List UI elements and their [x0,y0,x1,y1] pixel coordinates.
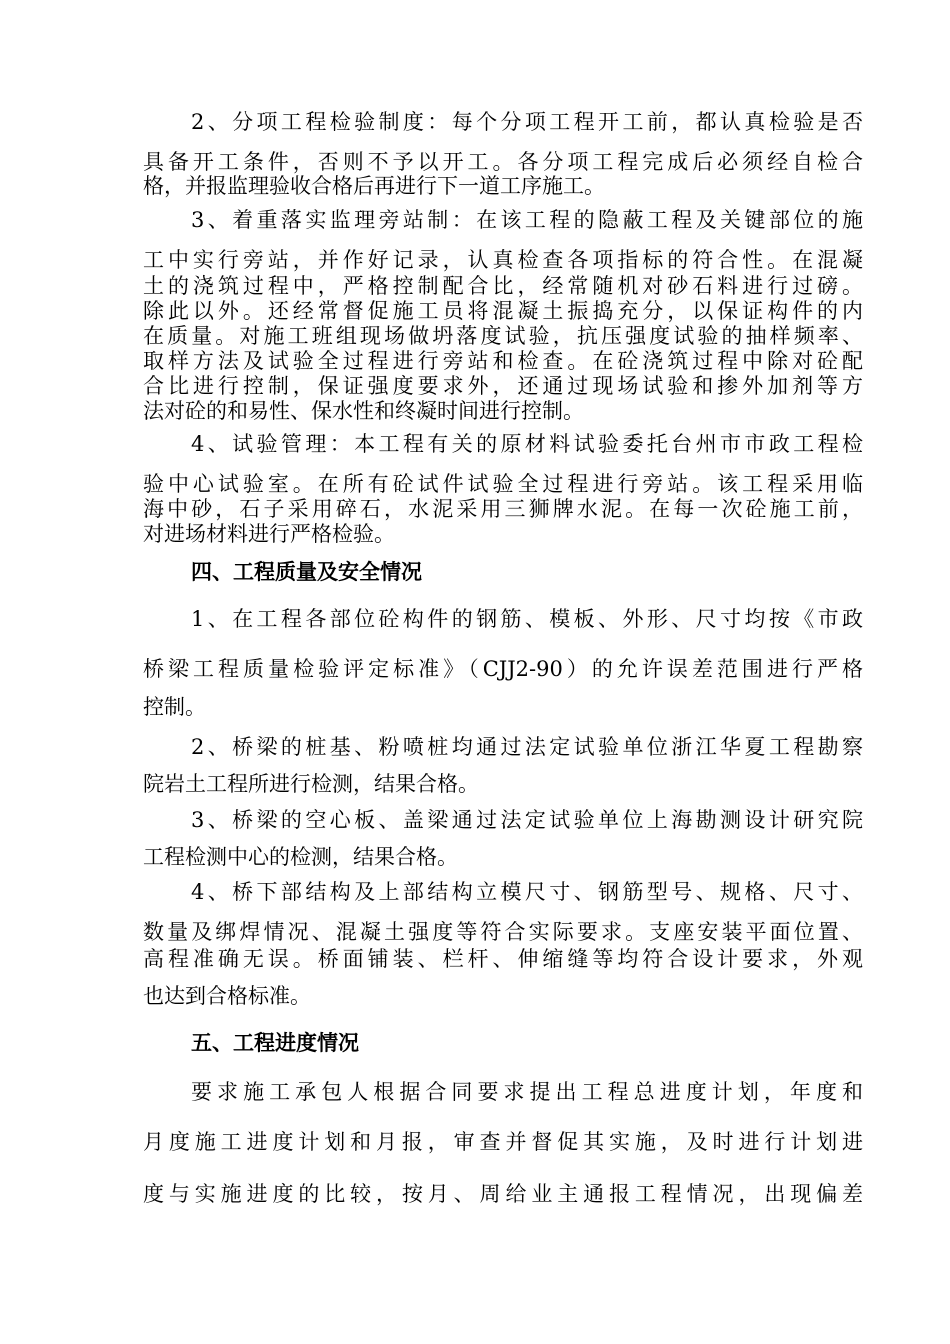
paragraph-line: 格，并报监理验收合格后再进行下一道工序施工。 [143,174,605,198]
section-heading: 四、工程质量及安全情况 [191,560,422,584]
paragraph-line: 度与实施进度的比较，按月、周给业主通报工程情况，出现偏差 [143,1182,863,1206]
paragraph-line: 工中实行旁站，并作好记录，认真检查各项指标的符合性。在混凝 [143,248,863,272]
paragraph-line: 3、桥梁的空心板、盖梁通过法定试验单位上海勘测设计研究院 [191,808,863,832]
paragraph-line: 合比进行控制，保证强度要求外，还通过现场试验和掺外加剂等方 [143,374,863,398]
paragraph-line: 4、试验管理：本工程有关的原材料试验委托台州市市政工程检 [191,432,863,456]
paragraph-line: 2、分项工程检验制度：每个分项工程开工前，都认真检验是否 [191,110,863,134]
paragraph-line: 具备开工条件，否则不予以开工。各分项工程完成后必须经自检合 [143,150,863,174]
paragraph-line: 院岩土工程所进行检测，结果合格。 [143,772,479,796]
paragraph-line: 取样方法及试验全过程进行旁站和检查。在砼浇筑过程中除对砼配 [143,349,863,373]
paragraph-line: 土的浇筑过程中，严格控制配合比，经常随机对砂石料进行过磅。 [143,274,863,298]
paragraph-line: 要求施工承包人根据合同要求提出工程总进度计划，年度和 [191,1080,863,1104]
paragraph-line: 桥梁工程质量检验评定标准》（CJJ2-90）的允许误差范围进行严格 [143,657,863,681]
paragraph-line: 数量及绑焊情况、混凝土强度等符合实际要求。支座安装平面位置、 [143,920,863,944]
paragraph-line: 法对砼的和易性、保水性和终凝时间进行控制。 [143,399,584,423]
paragraph-line: 月度施工进度计划和月报，审查并督促其实施，及时进行计划进 [143,1130,863,1154]
paragraph-line: 海中砂，石子采用碎石，水泥采用三狮牌水泥。在每一次砼施工前， [143,497,863,521]
paragraph-line: 2、桥梁的桩基、粉喷桩均通过法定试验单位浙江华夏工程勘察 [191,735,863,759]
paragraph-line: 1、在工程各部位砼构件的钢筋、模板、外形、尺寸均按《市政 [191,607,863,631]
paragraph-line: 工程检测中心的检测，结果合格。 [143,845,458,869]
section-heading: 五、工程进度情况 [191,1031,359,1055]
paragraph-line: 4、桥下部结构及上部结构立模尺寸、钢筋型号、规格、尺寸、 [191,880,863,904]
paragraph-line: 高程准确无误。桥面铺装、栏杆、伸缩缝等均符合设计要求，外观 [143,947,863,971]
paragraph-line: 验中心试验室。在所有砼试件试验全过程进行旁站。该工程采用临 [143,472,863,496]
paragraph-line: 3、着重落实监理旁站制：在该工程的隐蔽工程及关键部位的施 [191,208,863,232]
paragraph-line: 在质量。对施工班组现场做坍落度试验，抗压强度试验的抽样频率、 [143,324,863,348]
paragraph-line: 除此以外。还经常督促施工员将混凝土振捣充分，以保证构件的内 [143,299,863,323]
paragraph-line: 对进场材料进行严格检验。 [143,522,395,546]
paragraph-line: 也达到合格标准。 [143,984,311,1008]
paragraph-line: 控制。 [143,695,206,719]
